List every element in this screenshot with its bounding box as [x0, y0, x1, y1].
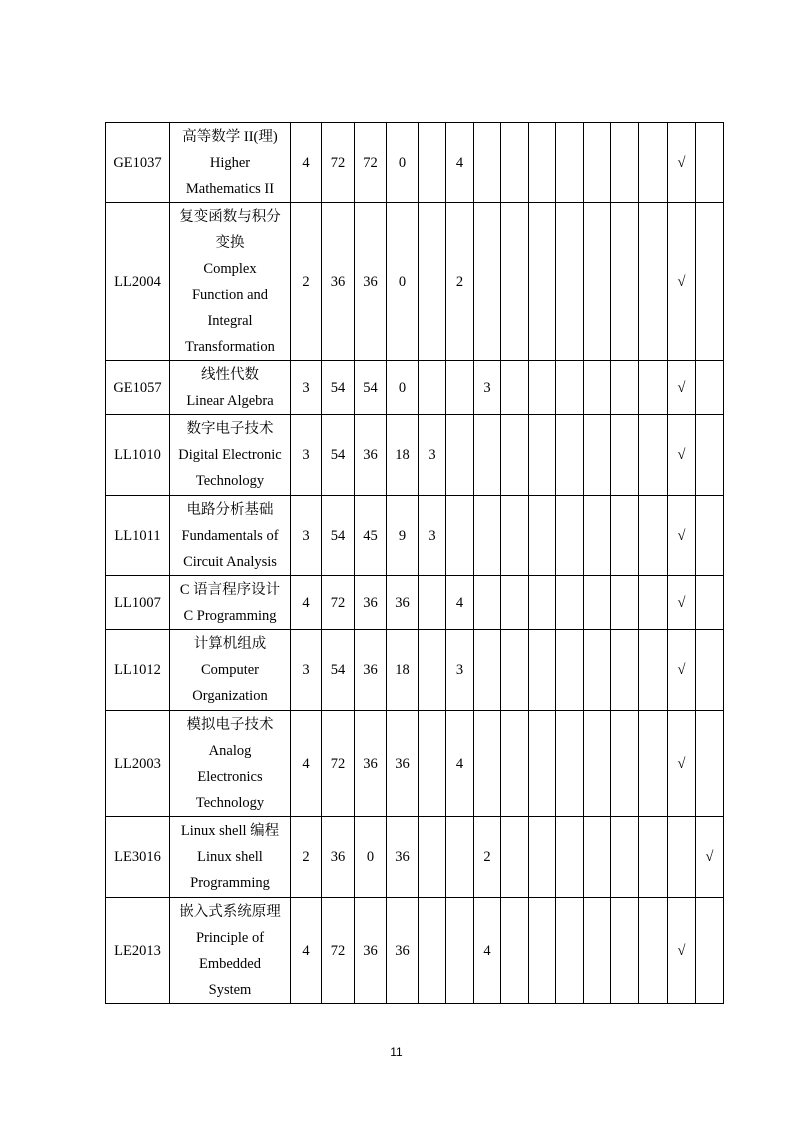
checkmark-cell: √ — [668, 630, 696, 711]
value-cell: 9 — [387, 496, 419, 576]
page-number: 11 — [390, 1045, 403, 1059]
value-cell — [446, 898, 474, 1004]
value-cell: 72 — [322, 711, 355, 817]
value-cell — [639, 496, 668, 576]
value-cell — [639, 123, 668, 203]
value-cell — [556, 630, 584, 711]
course-code-cell: LL1007 — [106, 576, 170, 630]
value-cell — [501, 576, 529, 630]
table-row — [106, 817, 724, 898]
course-name-cell — [170, 361, 291, 415]
table-row — [106, 711, 724, 817]
value-cell — [639, 203, 668, 361]
value-cell: 45 — [355, 496, 387, 576]
value-cell — [639, 361, 668, 415]
course-name-line: 计算机组成 — [193, 636, 267, 652]
course-name-line: 变换 — [215, 234, 245, 251]
value-cell — [446, 361, 474, 415]
value-cell — [584, 817, 611, 898]
value-cell — [501, 817, 529, 898]
value-cell — [611, 496, 639, 576]
value-cell — [529, 361, 556, 415]
course-name-line: Programming — [190, 875, 270, 891]
course-name-line: Organization — [192, 688, 268, 704]
value-cell — [419, 361, 446, 415]
course-name-line: Function and — [191, 286, 269, 303]
course-name-line: System — [208, 981, 252, 998]
course-code-cell: GE1037 — [106, 123, 170, 203]
table-row — [106, 576, 724, 630]
value-cell — [474, 203, 501, 361]
value-cell: 4 — [291, 576, 322, 630]
value-cell: 4 — [291, 123, 322, 203]
value-cell — [419, 123, 446, 203]
value-cell — [696, 203, 724, 361]
table-row — [106, 496, 724, 576]
course-name-line: Linux shell — [197, 849, 263, 865]
value-cell: 4 — [291, 711, 322, 817]
value-cell — [696, 415, 724, 496]
value-cell — [639, 898, 668, 1004]
table-row — [106, 630, 724, 711]
value-cell — [639, 711, 668, 817]
value-cell: 0 — [387, 203, 419, 361]
table-row — [106, 361, 724, 415]
value-cell — [446, 415, 474, 496]
value-cell — [696, 576, 724, 630]
course-name-cell — [170, 630, 291, 711]
course-name-line: Circuit Analysis — [183, 553, 277, 570]
course-name-line: 模拟电子技术 — [186, 716, 274, 733]
table-row — [106, 415, 724, 496]
value-cell — [556, 415, 584, 496]
value-cell — [639, 630, 668, 711]
value-cell — [474, 711, 501, 817]
course-code-cell: LE3016 — [106, 817, 170, 898]
course-name-line: 数字电子技术 — [186, 421, 274, 437]
value-cell: 0 — [387, 123, 419, 203]
value-cell — [501, 361, 529, 415]
value-cell: 3 — [419, 496, 446, 576]
value-cell — [696, 630, 724, 711]
value-cell: 36 — [355, 576, 387, 630]
value-cell: 36 — [387, 817, 419, 898]
course-name-line: C Programming — [183, 607, 277, 624]
value-cell — [529, 898, 556, 1004]
value-cell — [529, 496, 556, 576]
value-cell: 3 — [291, 496, 322, 576]
course-name-line: 复变函数与积分 — [179, 208, 281, 225]
value-cell — [474, 496, 501, 576]
course-code-cell: GE1057 — [106, 361, 170, 415]
value-cell: 36 — [355, 898, 387, 1004]
course-name-line: Mathematics II — [185, 180, 275, 197]
value-cell — [529, 711, 556, 817]
course-name-line: 高等数学 II(理) — [182, 128, 278, 145]
table-body — [106, 123, 724, 1004]
value-cell — [584, 361, 611, 415]
value-cell: 36 — [355, 630, 387, 711]
course-name-line: C 语言程序设计 — [179, 581, 281, 598]
value-cell: 0 — [355, 817, 387, 898]
value-cell — [419, 898, 446, 1004]
value-cell: 54 — [322, 361, 355, 415]
value-cell — [474, 576, 501, 630]
course-name-line: 嵌入式系统原理 — [179, 903, 281, 920]
course-name-cell — [170, 203, 291, 361]
course-name-line: Fundamentals of — [181, 527, 279, 544]
value-cell — [584, 630, 611, 711]
course-name-line: Computer — [201, 662, 259, 678]
course-name-cell — [170, 898, 291, 1004]
value-cell: 54 — [322, 496, 355, 576]
checkmark-cell: √ — [668, 496, 696, 576]
value-cell: 36 — [387, 898, 419, 1004]
value-cell — [501, 496, 529, 576]
value-cell — [529, 415, 556, 496]
value-cell — [529, 817, 556, 898]
value-cell: 2 — [474, 817, 501, 898]
value-cell — [474, 123, 501, 203]
value-cell: 3 — [474, 361, 501, 415]
value-cell: 3 — [446, 630, 474, 711]
value-cell — [446, 817, 474, 898]
value-cell — [419, 576, 446, 630]
course-name-line: Principle of — [195, 929, 265, 946]
value-cell — [501, 898, 529, 1004]
course-name-cell — [170, 415, 291, 496]
value-cell — [556, 496, 584, 576]
value-cell — [556, 203, 584, 361]
value-cell — [556, 711, 584, 817]
value-cell: 72 — [322, 898, 355, 1004]
value-cell: 4 — [474, 898, 501, 1004]
course-name-line: Transformation — [185, 338, 275, 355]
value-cell — [501, 630, 529, 711]
value-cell — [501, 711, 529, 817]
value-cell — [611, 415, 639, 496]
course-code-cell: LL2003 — [106, 711, 170, 817]
value-cell — [611, 817, 639, 898]
value-cell: 2 — [291, 203, 322, 361]
value-cell — [474, 415, 501, 496]
value-cell: 4 — [446, 123, 474, 203]
value-cell: 4 — [291, 898, 322, 1004]
value-cell — [529, 123, 556, 203]
checkmark-cell: √ — [668, 123, 696, 203]
value-cell — [556, 576, 584, 630]
course-code-cell: LL2004 — [106, 203, 170, 361]
value-cell — [611, 630, 639, 711]
value-cell: 72 — [322, 123, 355, 203]
value-cell: 3 — [419, 415, 446, 496]
course-code-cell: LL1012 — [106, 630, 170, 711]
value-cell — [419, 817, 446, 898]
value-cell: 36 — [322, 203, 355, 361]
value-cell — [611, 898, 639, 1004]
value-cell: 3 — [291, 630, 322, 711]
table-row — [106, 203, 724, 361]
course-code-cell: LL1011 — [106, 496, 170, 576]
course-name-line: Complex — [203, 260, 257, 277]
value-cell — [696, 123, 724, 203]
value-cell — [419, 630, 446, 711]
value-cell — [611, 123, 639, 203]
value-cell — [696, 361, 724, 415]
course-name-line: Analog — [208, 742, 252, 759]
value-cell — [529, 576, 556, 630]
value-cell — [584, 576, 611, 630]
value-cell — [584, 496, 611, 576]
checkmark-cell: √ — [668, 898, 696, 1004]
value-cell: 54 — [322, 415, 355, 496]
value-cell — [556, 898, 584, 1004]
course-name-line: Technology — [195, 473, 265, 489]
value-cell: 2 — [291, 817, 322, 898]
value-cell — [501, 203, 529, 361]
value-cell: 36 — [355, 203, 387, 361]
value-cell — [611, 361, 639, 415]
value-cell — [529, 630, 556, 711]
course-code-cell: LL1010 — [106, 415, 170, 496]
value-cell — [611, 711, 639, 817]
value-cell: 2 — [446, 203, 474, 361]
value-cell: 72 — [355, 123, 387, 203]
value-cell: 18 — [387, 415, 419, 496]
value-cell — [556, 817, 584, 898]
course-name-cell — [170, 576, 291, 630]
value-cell — [639, 576, 668, 630]
value-cell: 4 — [446, 711, 474, 817]
checkmark-cell: √ — [668, 203, 696, 361]
value-cell: 54 — [355, 361, 387, 415]
value-cell: 36 — [322, 817, 355, 898]
value-cell: 4 — [446, 576, 474, 630]
course-name-line: Electronics — [197, 768, 263, 785]
value-cell — [501, 123, 529, 203]
value-cell — [529, 203, 556, 361]
checkmark-cell: √ — [668, 711, 696, 817]
value-cell: 0 — [387, 361, 419, 415]
value-cell — [611, 203, 639, 361]
value-cell — [639, 415, 668, 496]
value-cell: 54 — [322, 630, 355, 711]
course-code-cell: LE2013 — [106, 898, 170, 1004]
value-cell — [639, 817, 668, 898]
value-cell: 3 — [291, 361, 322, 415]
table-row — [106, 898, 724, 1004]
course-name-cell — [170, 123, 291, 203]
value-cell — [584, 711, 611, 817]
value-cell: 3 — [291, 415, 322, 496]
course-name-cell — [170, 711, 291, 817]
value-cell — [474, 630, 501, 711]
value-cell: 36 — [355, 711, 387, 817]
course-name-cell — [170, 496, 291, 576]
value-cell: 36 — [387, 711, 419, 817]
value-cell — [584, 203, 611, 361]
value-cell — [696, 898, 724, 1004]
course-name-line: Integral — [207, 312, 253, 329]
value-cell — [556, 361, 584, 415]
value-cell: 18 — [387, 630, 419, 711]
value-cell — [696, 496, 724, 576]
course-name-line: Embedded — [198, 955, 261, 972]
course-name-line: Technology — [195, 794, 265, 811]
value-cell — [584, 415, 611, 496]
value-cell: 36 — [387, 576, 419, 630]
value-cell — [611, 576, 639, 630]
value-cell: 36 — [355, 415, 387, 496]
value-cell — [419, 711, 446, 817]
course-name-line: Linux shell 编程 — [180, 823, 280, 839]
value-cell — [419, 203, 446, 361]
course-name-line: Digital Electronic — [178, 447, 282, 463]
course-name-cell — [170, 817, 291, 898]
course-name-line: 线性代数 — [201, 366, 259, 383]
value-cell — [696, 711, 724, 817]
value-cell — [556, 123, 584, 203]
value-cell — [584, 123, 611, 203]
value-cell — [501, 415, 529, 496]
value-cell — [446, 496, 474, 576]
course-name-line: Higher — [209, 154, 251, 171]
course-table — [105, 122, 724, 1004]
table-row — [106, 123, 724, 203]
course-name-line: Linear Algebra — [186, 392, 274, 409]
checkmark-cell: √ — [668, 361, 696, 415]
value-cell — [668, 817, 696, 898]
course-name-line: 电路分析基础 — [186, 501, 274, 518]
value-cell: 72 — [322, 576, 355, 630]
checkmark-cell: √ — [668, 576, 696, 630]
value-cell — [584, 898, 611, 1004]
checkmark-cell: √ — [668, 415, 696, 496]
checkmark-cell: √ — [696, 817, 724, 898]
